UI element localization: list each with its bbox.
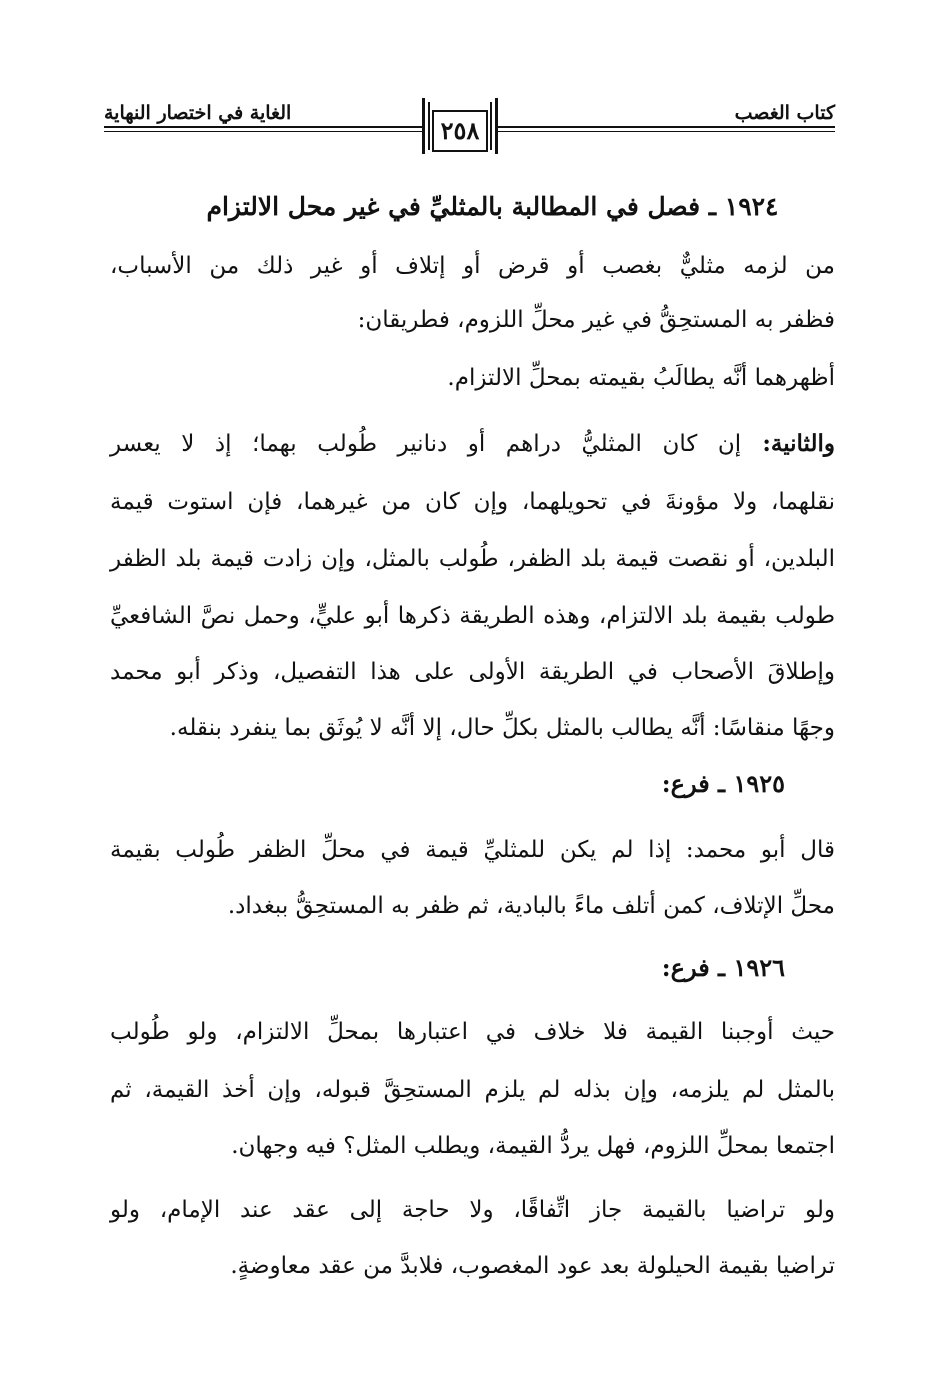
- text-line: تراضيا بقيمة الحيلولة بعد عود المغصوب، فلابدَّ من عقد معاوضةٍ.: [230, 1253, 835, 1279]
- text-line: البلدين، أو نقصت قيمة بلد الظفر، طُولب بالمثل، وإن زادت قيمة بلد الظفر: [110, 546, 835, 572]
- text-line: بالمثل لم يلزمه، وإن بذله لم يلزم المستحِقَّ قبوله، وإن أخذ القيمة، ثم: [110, 1077, 835, 1103]
- header-rule-left-thin: [104, 131, 422, 132]
- text-line: نقلهما، ولا مؤونةَ في تحويلهما، وإن كان من غيرهما، فإن استوت قيمة: [110, 489, 835, 515]
- page-number-frame: [420, 98, 500, 154]
- text-line: من لزمه مثليٌّ بغصب أو قرض أو إتلاف أو غير ذلك من الأسباب،: [110, 253, 835, 279]
- text-line: [110, 424, 835, 464]
- section-heading: ١٩٢٤ ـ فصل في المطالبة بالمثليِّ في غير محل الالتزام: [206, 192, 779, 221]
- paragraph-lead: والثانية:: [741, 430, 836, 457]
- text-span: إن كان المثليُّ دراهم أو دنانير طُولب بهما؛ إذ لا يعسر: [110, 431, 742, 457]
- text-line: فظفر به المستحِقُّ في غير محلِّ اللزوم، فطريقان:: [357, 307, 835, 333]
- page-number: ٢٥٨: [440, 116, 480, 145]
- text-line: وجهًا منقاسًا: أنَّه يطالب بالمثل بكلِّ حال، إلا أنَّه لا يُوثَق بما ينفرد بنقله.: [169, 715, 835, 741]
- text-line: أظهرهما أنَّه يطالَبُ بقيمته بمحلِّ الالتزام.: [447, 365, 835, 391]
- text-line: طولب بقيمة بلد الالتزام، وهذه الطريقة ذكرها أبو عليٍّ، وحمل نصَّ الشافعيِّ: [110, 603, 835, 629]
- subsection-heading: ١٩٢٦ ـ فرع:: [661, 953, 785, 982]
- chapter-title: كتاب الغصب: [734, 102, 835, 124]
- text-line: ولو تراضيا بالقيمة جاز اتِّفاقًا، ولا حاجة إلى عقد عند الإمام، ولو: [110, 1197, 835, 1223]
- book-title: الغاية في اختصار النهاية: [104, 102, 292, 124]
- text-line: وإطلاقَ الأصحاب في الطريقة الأولى على هذا التفصيل، وذكر أبو محمد: [110, 659, 835, 685]
- text-line: حيث أوجبنا القيمة فلا خلاف في اعتبارها بمحلِّ الالتزام، ولو طُولب: [110, 1019, 835, 1045]
- header-rule-right-thin: [498, 131, 835, 132]
- text-line: محلِّ الإتلاف، كمن أتلف ماءً بالبادية، ثم ظفر به المستحِقُّ ببغداد.: [227, 893, 835, 919]
- text-line: قال أبو محمد: إذا لم يكن للمثليِّ قيمة في محلِّ الظفر طُولب بقيمة: [110, 837, 835, 863]
- header-rule-right: [498, 126, 835, 128]
- header-rule-left: [104, 126, 422, 128]
- text-line: اجتمعا بمحلِّ اللزوم، فهل يردُّ القيمة، ويطلب المثل؟ فيه وجهان.: [231, 1133, 835, 1159]
- subsection-heading: ١٩٢٥ ـ فرع:: [661, 769, 785, 798]
